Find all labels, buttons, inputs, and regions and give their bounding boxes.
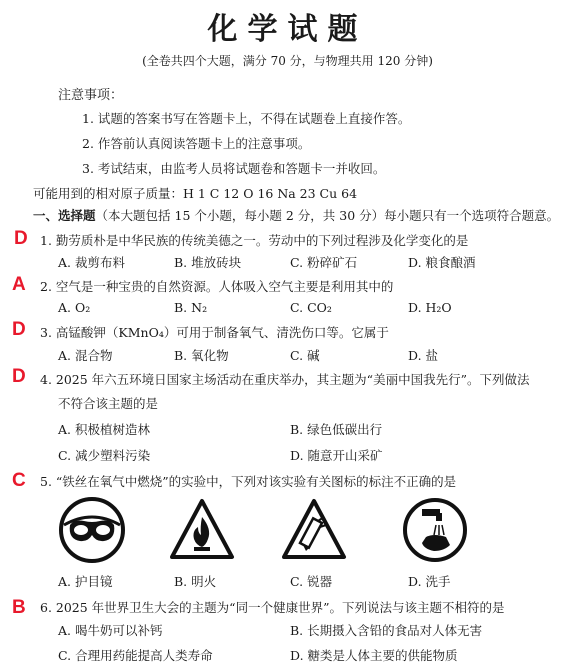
question-5-stem: 5. “铁丝在氧气中燃烧”的实验中，下列对该实验有关图标的标注不正确的是 (40, 474, 457, 489)
q1-option-d: D. 粮食酿酒 (408, 255, 476, 270)
q5-option-b: B. 明火 (174, 574, 217, 589)
notice-item-1: 1. 试题的答案书写在答题卡上，不得在试题卷上直接作答。 (82, 111, 411, 126)
answer-mark-5: C (12, 470, 26, 491)
notice-item-3: 3. 考试结束，由监考人员将试题卷和答题卡一并收回。 (82, 161, 386, 176)
q6-option-c: C. 合理用药能提高人类寿命 (58, 648, 213, 663)
flame-icon (168, 497, 236, 561)
q3-option-b: B. 氧化物 (174, 348, 229, 363)
sharp-object-icon (280, 497, 348, 561)
page-title: 化学试题 (207, 12, 368, 47)
q4-option-c: C. 减少塑料污染 (58, 448, 151, 463)
q4-option-a: A. 积极植树造林 (58, 422, 150, 437)
answer-mark-4: D (12, 366, 26, 387)
q6-option-d: D. 糖类是人体主要的供能物质 (290, 648, 458, 663)
q3-option-d: D. 盐 (408, 348, 439, 363)
notice-item-2: 2. 作答前认真阅读答题卡上的注意事项。 (82, 136, 311, 151)
page-subtitle: (全卷共四个大题，满分 70 分，与物理共用 120 分钟) (142, 54, 433, 68)
q1-option-c: C. 粉碎矿石 (290, 255, 358, 270)
answer-mark-3: D (12, 319, 26, 340)
goggles-icon (56, 495, 128, 565)
section-description: （本大题包括 15 个小题，每小题 2 分，共 30 分）每小题只有一个选项符合题意。 (95, 208, 560, 223)
question-1-stem: 1. 勤劳质朴是中华民族的传统美德之一。劳动中的下列过程涉及化学变化的是 (40, 233, 469, 248)
answer-mark-1: D (14, 228, 28, 249)
q3-option-a: A. 混合物 (58, 348, 113, 363)
question-3-stem: 3. 高锰酸钾（KMnO₄）可用于制备氧气、清洗伤口等。它属于 (40, 325, 389, 340)
answer-mark-2: A (12, 274, 26, 295)
q5-option-a: A. 护目镜 (58, 574, 113, 589)
q1-option-b: B. 堆放砖块 (174, 255, 242, 270)
answer-mark-6: B (12, 597, 26, 618)
question-4-stem-cont: 不符合该主题的是 (58, 396, 159, 411)
section-heading (33, 206, 559, 224)
q5-option-c: C. 锐器 (290, 574, 333, 589)
notice-heading: 注意事项： (58, 88, 124, 103)
question-6-stem: 6. 2025 年世界卫生大会的主题为“同一个健康世界”。下列说法与该主题不相符的是 (40, 600, 505, 615)
q5-option-d: D. 洗手 (408, 574, 451, 589)
section-label: 一、选择题 (33, 208, 96, 223)
hand-wash-icon (400, 495, 470, 565)
q3-option-c: C. 碱 (290, 348, 320, 363)
q2-option-c: C. CO₂ (290, 300, 332, 315)
q6-option-a: A. 喝牛奶可以补钙 (58, 623, 163, 638)
question-4-stem: 4. 2025 年六五环境日国家主场活动在重庆举办，其主题为“美丽中国我先行”。下列做法 (40, 372, 530, 387)
q2-option-d: D. H₂O (408, 300, 452, 315)
q4-option-d: D. 随意开山采矿 (290, 448, 383, 463)
q2-option-b: B. N₂ (174, 300, 208, 315)
q2-option-a: A. O₂ (58, 300, 91, 315)
q1-option-a: A. 裁剪布料 (58, 255, 125, 270)
question-2-stem: 2. 空气是一种宝贵的自然资源。人体吸入空气主要是利用其中的 (40, 279, 394, 294)
q4-option-b: B. 绿色低碳出行 (290, 422, 383, 437)
atomic-masses: 可能用到的相对原子质量：H 1 C 12 O 16 Na 23 Cu 64 (33, 186, 358, 201)
q6-option-b: B. 长期摄入含铅的食品对人体无害 (290, 623, 483, 638)
